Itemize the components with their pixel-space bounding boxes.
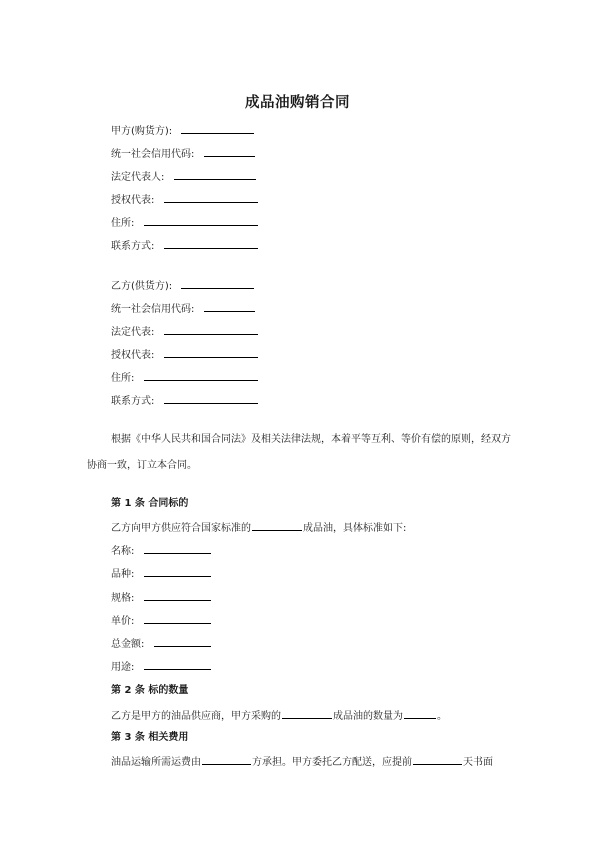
party-b-contact-blank	[164, 393, 258, 404]
party-a-name-row	[111, 123, 254, 139]
party-b-name-label: 乙方(供货方):	[111, 281, 173, 292]
article-1-spec-blank	[144, 590, 211, 601]
article-2-text-part2: 成品油的数量为	[333, 711, 403, 722]
article-1-intro-after: 成品油，具体标准如下:	[303, 523, 407, 534]
article-1-standard-blank	[252, 520, 302, 531]
article-1-intro	[111, 520, 406, 536]
article-2-heading: 第 2 条 标的数量	[111, 685, 189, 696]
party-a-legal-rep-label: 法定代表人:	[111, 172, 165, 183]
party-b-credit-row	[111, 301, 255, 317]
preamble-paragraph: 根据《中华人民共和国合同法》及相关法律法规，本着平等互利、等价有偿的原则，经双方协商一致，订立本合同。	[87, 434, 511, 471]
article-1-usage-blank	[144, 659, 211, 670]
article-1-unit-price-blank	[144, 613, 211, 624]
party-b-auth-rep-label: 授权代表:	[111, 350, 155, 361]
article-2-quantity-blank	[404, 708, 436, 719]
article-1-unit-price-label: 单价:	[111, 616, 135, 627]
party-a-address-row	[111, 215, 258, 231]
party-a-address-blank	[144, 215, 258, 226]
party-b-legal-rep-label: 法定代表:	[111, 327, 155, 338]
party-a-auth-rep-label: 授权代表:	[111, 195, 155, 206]
party-b-credit-label: 统一社会信用代码:	[111, 304, 195, 315]
party-b-address-label: 住所:	[111, 373, 135, 384]
article-1-heading: 第 1 条 合同标的	[111, 498, 189, 509]
page-title: 成品油购销合同	[245, 95, 350, 111]
party-b-contact-label: 联系方式:	[111, 396, 155, 407]
party-a-credit-row	[111, 146, 255, 162]
party-b-contact-row	[111, 393, 258, 409]
article-1-variety-row	[111, 566, 211, 582]
article-1-name-blank	[144, 543, 211, 554]
article-3-text-part1: 油品运输所需运费由	[111, 757, 201, 768]
party-a-credit-label: 统一社会信用代码:	[111, 149, 195, 160]
article-1-unit-price-row	[111, 613, 211, 629]
party-a-credit-blank	[204, 146, 255, 157]
party-a-legal-rep-row	[111, 169, 256, 185]
article-1-spec-label: 规格:	[111, 593, 135, 604]
party-a-contact-row	[111, 238, 258, 254]
article-1-name-row	[111, 543, 211, 559]
party-a-address-label: 住所:	[111, 218, 135, 229]
article-1-name-label: 名称:	[111, 546, 135, 557]
party-b-name-row	[111, 278, 254, 294]
article-3-text	[111, 754, 493, 770]
article-1-intro-before: 乙方向甲方供应符合国家标准的	[111, 523, 251, 534]
article-2-product-blank	[282, 708, 332, 719]
party-b-credit-blank	[204, 301, 255, 312]
party-a-name-blank	[181, 123, 254, 134]
article-1-usage-row	[111, 659, 211, 675]
article-3-freight-party-blank	[202, 754, 251, 765]
article-1-spec-row	[111, 590, 211, 606]
article-1-usage-label: 用途:	[111, 662, 135, 673]
article-1-variety-label: 品种:	[111, 569, 135, 580]
party-a-contact-label: 联系方式:	[111, 241, 155, 252]
article-2-text	[111, 708, 447, 724]
article-2-text-part1: 乙方是甲方的油品供应商，甲方采购的	[111, 711, 281, 722]
article-1-total-blank	[154, 636, 211, 647]
article-3-text-part2: 方承担。甲方委托乙方配送，应提前	[252, 757, 412, 768]
party-b-name-blank	[181, 278, 254, 289]
article-1-total-label: 总金额:	[111, 639, 145, 650]
party-b-address-blank	[144, 370, 258, 381]
article-2-text-part3: 。	[437, 711, 447, 722]
party-b-auth-rep-blank	[164, 347, 258, 358]
article-3-text-part3: 天书面	[463, 757, 493, 768]
article-1-variety-blank	[144, 566, 211, 577]
party-a-legal-rep-blank	[174, 169, 256, 180]
article-1-total-row	[111, 636, 211, 652]
party-a-contact-blank	[164, 238, 258, 249]
party-b-legal-rep-blank	[164, 324, 258, 335]
party-a-auth-rep-blank	[164, 192, 258, 203]
party-b-address-row	[111, 370, 258, 386]
party-a-auth-rep-row	[111, 192, 258, 208]
party-a-name-label: 甲方(购货方):	[111, 126, 173, 137]
party-b-auth-rep-row	[111, 347, 258, 363]
party-b-legal-rep-row	[111, 324, 258, 340]
article-3-heading: 第 3 条 相关费用	[111, 732, 189, 743]
article-3-days-blank	[413, 754, 462, 765]
